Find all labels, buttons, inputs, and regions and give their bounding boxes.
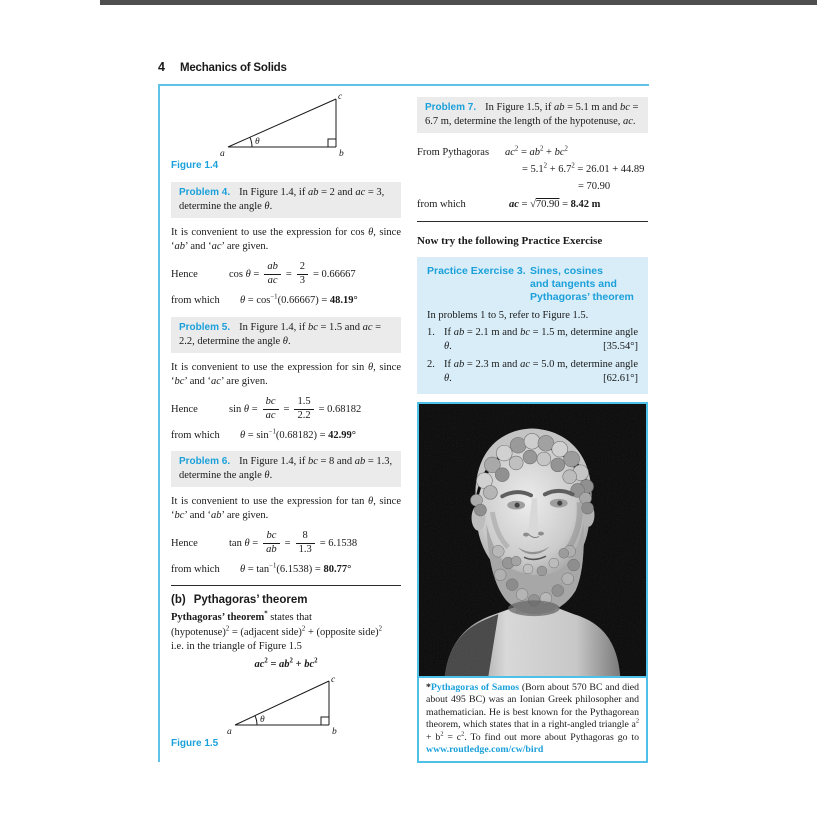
vertex-b-label: b <box>332 726 337 736</box>
section-b-heading <box>171 594 401 606</box>
problem-7-statement: In Figure 1.5, if ab = 5.1 m and bc = 6.7 m, determine the length of the hypotenuse, ac. <box>425 102 639 127</box>
problem-5-label: Problem 5. <box>179 322 231 333</box>
item-text: If ab = 2.1 m and bc = 1.5 m, determine angle θ. [35.54°] <box>444 327 639 352</box>
problem-6-explanation: It is convenient to use the expression for tan θ, since ‘bc’ and ‘ab’ are given. <box>171 496 402 521</box>
vertex-c-label: c <box>338 92 343 102</box>
problem-6-equation <box>229 530 357 556</box>
problem-4-box <box>171 182 401 218</box>
practice-exercise-box <box>417 257 648 394</box>
problem-6-conclusion-row <box>171 562 401 577</box>
equation-lhs: cos θ = <box>229 268 260 280</box>
problem-5-answer: $\theta = \sin^{-1}(0.68182) = 42.99^\circ$ <box>240 428 356 441</box>
equation-lhs: tan θ = <box>229 537 259 549</box>
hence-label: Hence <box>171 403 198 415</box>
hence-label: Hence <box>171 268 198 280</box>
section-b-prefix: (b) <box>171 594 186 606</box>
problem-7-box <box>417 97 648 133</box>
problem-4-explanation: It is convenient to use the expression for cos θ, since ‘ab’ and ‘ac’ are given. <box>171 227 401 252</box>
problem-7-label: Problem 7. <box>425 102 477 113</box>
practice-exercise-title <box>427 265 638 304</box>
vertex-c-label: c <box>331 674 336 685</box>
problem-6-answer: $\theta = \tan^{-1}(6.1538) = 80.77^\circ$ <box>240 562 352 575</box>
vertex-b-label: b <box>339 149 344 158</box>
item-answer: [62.61°] <box>603 372 638 384</box>
figure-1-5-triangle <box>171 674 401 736</box>
equation-result: = 6.1538 <box>319 537 358 549</box>
practice-exercise-subject: Sines, cosines and tangents and Pythagoras’ theorem <box>530 265 634 303</box>
problem-5-box <box>171 317 401 353</box>
right-column <box>417 95 648 763</box>
figure-1-4-caption: Figure 1.4 <box>171 160 219 171</box>
problem-4-answer: $\theta = \cos^{-1}(0.66667) = 48.19^\circ$ <box>240 293 358 306</box>
now-try-heading: Now try the following Practice Exercise <box>417 235 603 247</box>
equals-sign: = <box>283 403 290 415</box>
pythagoras-bust-illustration <box>419 404 646 676</box>
pythagoras-footnote <box>419 676 646 761</box>
item-number: 2. <box>427 359 435 370</box>
problem-4-equation <box>229 261 356 287</box>
page-number: 4 <box>158 60 165 74</box>
routledge-link[interactable]: www.routledge.com/cw/bird <box>426 744 544 756</box>
problem-6-equation-row <box>171 528 401 558</box>
problem-7-answer: ac = √70.90 = 8.42 m <box>509 199 601 210</box>
working-equation: = 70.90 <box>578 181 611 192</box>
section-divider <box>171 585 401 586</box>
left-column <box>171 90 401 749</box>
pythagoras-working-line3 <box>417 179 648 195</box>
equation-result: = 0.68182 <box>318 403 362 415</box>
practice-exercise-label: Practice Exercise 3. <box>427 265 526 277</box>
problem-4-statement: In Figure 1.4, if ab = 2 and ac = 3, determine the angle θ. <box>179 187 385 212</box>
problem-5-equation-row <box>171 394 401 424</box>
angle-theta-label: θ <box>260 714 265 725</box>
fraction-symbols: $\frac{ab}{ac}$ <box>264 261 281 287</box>
problem-4-conclusion-row <box>171 293 401 308</box>
pythagoras-working-line1 <box>417 145 648 161</box>
equation-lhs: sin θ = <box>229 403 258 415</box>
fraction-symbols: $\frac{bc}{ab}$ <box>263 530 280 556</box>
pythagoras-working-line4 <box>417 197 648 213</box>
equals-sign: = <box>284 537 291 549</box>
from-pythagoras-label: From Pythagoras <box>417 147 490 158</box>
item-number: 1. <box>427 327 435 338</box>
figure-1-5-caption: Figure 1.5 <box>171 737 219 749</box>
fraction-values: $\frac{2}{3}$ <box>297 261 308 287</box>
item-text: If ab = 2.3 m and ac = 5.0 m, determine angle θ. [62.61°] <box>444 359 639 384</box>
vertex-a-label: a <box>220 149 225 158</box>
practice-item-1 <box>427 326 638 353</box>
pythagoras-equation: $ac^2 = ab^2 + bc^2$ <box>254 657 318 670</box>
pythagoras-figure-box <box>417 402 648 763</box>
working-equation: = $5.1^2 + 6.7^2 = 26.01 + 44.89$ <box>522 162 645 175</box>
problem-6-label: Problem 6. <box>179 456 231 467</box>
problem-5-statement: In Figure 1.4, if bc = 1.5 and ac = 2.2, determine the angle θ. <box>179 322 382 347</box>
problem-6-statement: In Figure 1.4, if bc = 8 and ab = 1.3, determine the angle θ. <box>179 456 393 481</box>
vertex-a-label: a <box>227 726 232 736</box>
column-divider <box>417 221 648 222</box>
problem-4-equation-row <box>171 259 401 289</box>
fraction-values: $\frac{1.5}{2.2}$ <box>294 396 313 422</box>
book-title: Mechanics of Solids <box>179 62 287 74</box>
pythagoras-statement-line2: (hypotenuse)$^2$ = (adjacent side)$^2$ + (opposite side)$^2$ <box>171 625 383 638</box>
from-which-label: from which <box>171 295 220 306</box>
pythagoras-statement-line1: Pythagoras’ theorem* states that <box>171 610 312 623</box>
from-which-label: from which <box>171 564 220 575</box>
problem-4-label: Problem 4. <box>179 187 231 198</box>
fraction-symbols: $\frac{bc}{ac}$ <box>263 396 279 422</box>
section-b-title: Pythagoras’ theorem <box>193 594 308 606</box>
problem-5-equation <box>229 396 361 422</box>
problem-5-explanation: It is convenient to use the expression for sin θ, since ‘bc’ and ‘ac’ are given. <box>171 362 401 387</box>
pythagoras-statement-line3: i.e. in the triangle of Figure 1.5 <box>171 641 302 652</box>
working-equation: $ac^2 = ab^2 + bc^2$ <box>505 145 568 158</box>
figure-1-4-triangle <box>171 90 401 158</box>
pythagoras-photo <box>419 404 646 676</box>
hence-label: Hence <box>171 537 198 549</box>
from-which-label: from which <box>417 199 466 210</box>
item-answer: [35.54°] <box>603 340 638 352</box>
page-header <box>158 60 287 74</box>
problem-6-box <box>171 451 401 487</box>
from-which-label: from which <box>171 430 220 441</box>
equation-result: = 0.66667 <box>313 268 356 280</box>
footnote-text: *Pythagoras of Samos (Born about 570 BC and died about 495 BC) was an Ionian Greek philosopher and mathematician. He is best known for the Pythagorean theorem, which states that in a right-angled triangle $a^2 + b^2 = c^2$. To find out more about Pythagoras go to www.routledge.com/cw/bird <box>426 682 639 756</box>
angle-theta-label: θ <box>255 137 260 147</box>
problem-5-conclusion-row <box>171 428 401 443</box>
equals-sign: = <box>285 268 292 280</box>
screen-top-bar <box>100 0 817 5</box>
fraction-values: $\frac{8}{1.3}$ <box>296 530 315 556</box>
practice-item-2 <box>427 358 638 385</box>
pythagoras-working-line2 <box>417 162 648 178</box>
practice-intro: In problems 1 to 5, refer to Figure 1.5. <box>427 310 589 321</box>
